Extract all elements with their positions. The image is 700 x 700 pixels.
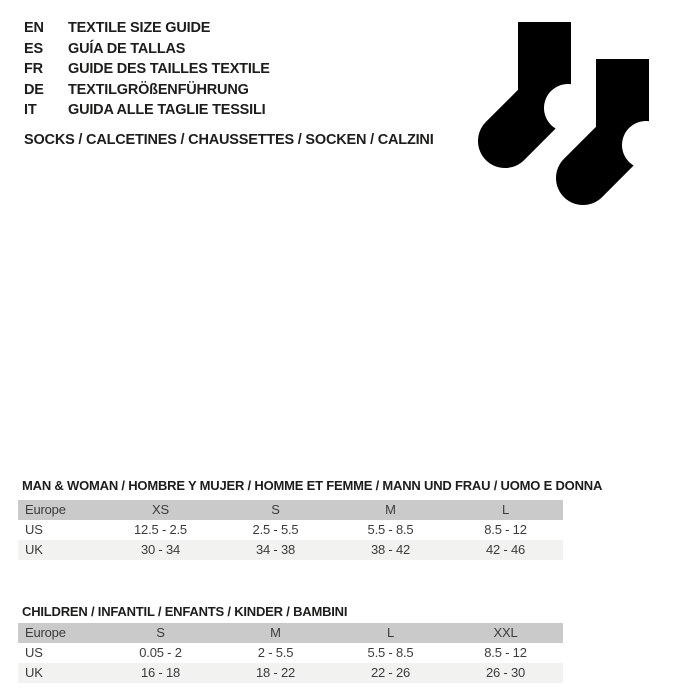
size-table-man-woman	[18, 500, 563, 560]
cell: 16 - 18	[140, 665, 181, 680]
cell: 30 - 34	[140, 542, 181, 557]
row-label: UK	[25, 542, 43, 557]
table-row-us	[18, 643, 563, 663]
table-row-uk	[18, 663, 563, 683]
language-label: GUÍA DE TALLAS	[68, 40, 186, 57]
table-header-row	[18, 500, 563, 520]
language-code: IT	[24, 102, 37, 119]
cell: 18 - 22	[255, 665, 296, 680]
language-row-it	[24, 100, 270, 121]
socks-icon	[476, 12, 672, 227]
table-row-uk	[18, 540, 563, 560]
language-row-es	[24, 39, 270, 60]
language-list	[24, 18, 270, 121]
cell: 8.5 - 12	[484, 522, 527, 537]
cell: 5.5 - 8.5	[367, 522, 414, 537]
language-code: DE	[24, 81, 44, 98]
column-header-xxl: XXL	[493, 625, 518, 640]
column-header-s: S	[271, 502, 280, 517]
column-header-s: S	[156, 625, 165, 640]
cell: 0.05 - 2	[139, 645, 182, 660]
cell: 8.5 - 12	[484, 645, 527, 660]
category-line: SOCKS / CALCETINES / CHAUSSETTES / SOCKEN / CALZINI	[24, 132, 434, 148]
column-header-europe: Europe	[25, 625, 66, 640]
row-label: US	[25, 522, 43, 537]
cell: 26 - 30	[485, 665, 526, 680]
language-label: TEXTILGRÖßENFÜHRUNG	[68, 81, 249, 98]
row-label: UK	[25, 665, 43, 680]
table-header-row	[18, 623, 563, 643]
section-heading-man-woman: MAN & WOMAN / HOMBRE Y MUJER / HOMME ET FEMME / MANN UND FRAU / UOMO E DONNA	[22, 478, 603, 493]
language-label: GUIDE DES TAILLES TEXTILE	[68, 61, 270, 78]
cell: 5.5 - 8.5	[367, 645, 414, 660]
column-header-m: M	[385, 502, 396, 517]
cell: 38 - 42	[370, 542, 411, 557]
table-row-us	[18, 520, 563, 540]
cell: 2.5 - 5.5	[252, 522, 299, 537]
row-label: US	[25, 645, 43, 660]
language-row-de	[24, 80, 270, 101]
column-header-m: M	[270, 625, 281, 640]
section-heading-children: CHILDREN / INFANTIL / ENFANTS / KINDER / BAMBINI	[22, 604, 348, 619]
language-row-en	[24, 18, 270, 39]
column-header-l: L	[501, 502, 510, 517]
sock-left	[505, 22, 592, 141]
language-label: TEXTILE SIZE GUIDE	[68, 20, 211, 37]
column-header-l: L	[386, 625, 395, 640]
cell: 22 - 26	[370, 665, 411, 680]
language-code: EN	[24, 20, 44, 37]
cell: 12.5 - 2.5	[134, 522, 187, 537]
cell: 42 - 46	[485, 542, 526, 557]
language-code: FR	[24, 61, 43, 78]
language-label: GUIDA ALLE TAGLIE TESSILI	[68, 102, 266, 119]
language-code: ES	[24, 40, 43, 57]
cell: 2 - 5.5	[257, 645, 294, 660]
language-row-fr	[24, 59, 270, 80]
size-table-children	[18, 623, 563, 683]
column-header-xs: XS	[152, 502, 169, 517]
cell: 34 - 38	[255, 542, 296, 557]
sock-right	[583, 59, 670, 178]
column-header-europe: Europe	[25, 502, 66, 517]
